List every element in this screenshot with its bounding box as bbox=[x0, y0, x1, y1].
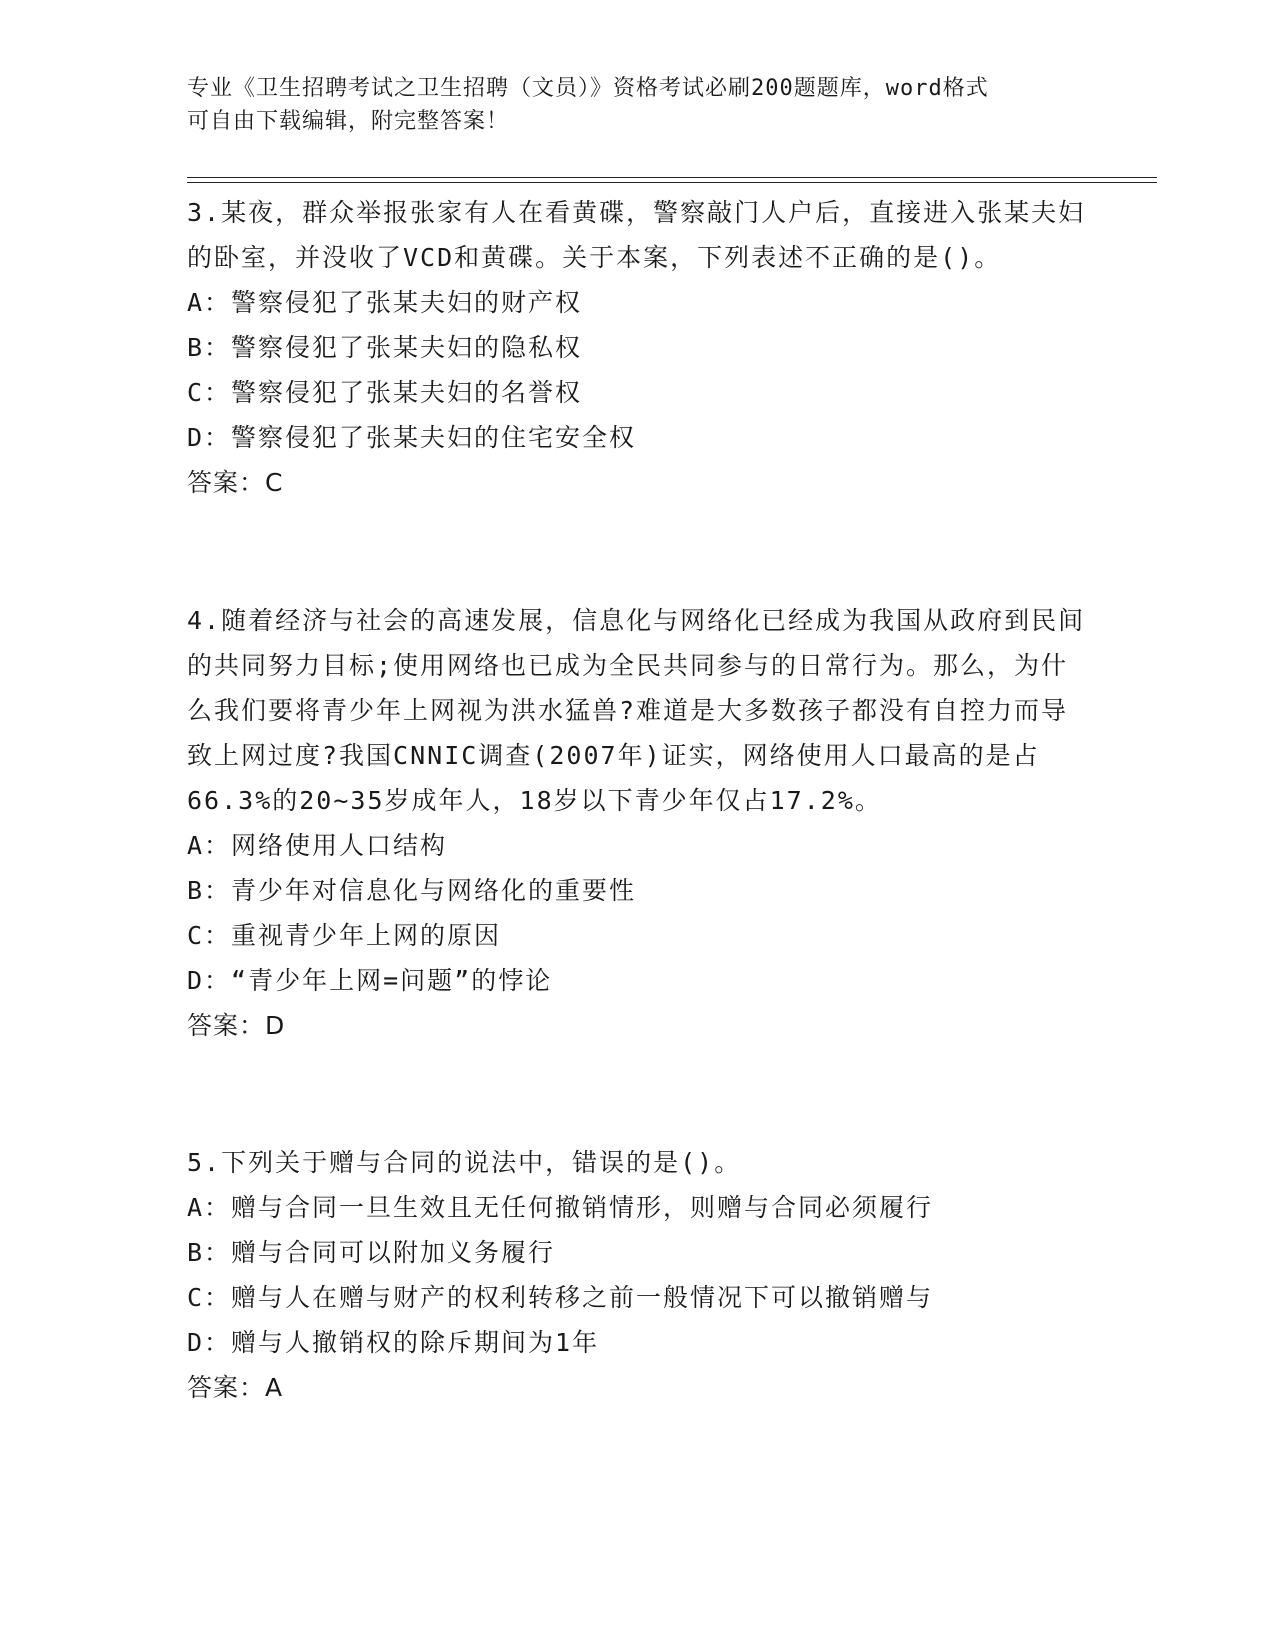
option-a: A：警察侵犯了张某夫妇的财产权 bbox=[187, 288, 583, 317]
question-stem: 3.某夜，群众举报张家有人在看黄碟，警察敲门人户后，直接进入张某夫妇的卧室，并没收了VCD和黄碟。关于本案，下列表述不正确的是()。 bbox=[187, 198, 1086, 272]
option-c: C：警察侵犯了张某夫妇的名誉权 bbox=[187, 378, 583, 407]
header-line-1: 专业《卫生招聘考试之卫生招聘（文员）》资格考试必刷200题题库，word格式 bbox=[187, 76, 989, 101]
option-d: D：警察侵犯了张某夫妇的住宅安全权 bbox=[187, 423, 637, 452]
option-d: D：“青少年上网=问题”的悖论 bbox=[187, 966, 553, 995]
question-block bbox=[187, 1140, 1087, 1410]
document-header bbox=[187, 72, 1067, 138]
question-stem: 5.下列关于赠与合同的说法中，错误的是()。 bbox=[187, 1148, 742, 1177]
option-b: B：赠与合同可以附加义务履行 bbox=[187, 1238, 556, 1267]
question-stem: 4.随着经济与社会的高速发展，信息化与网络化已经成为我国从政府到民间的共同努力目标;使用网络也已成为全民共同参与的日常行为。那么，为什么我们要将青少年上网视为洪水猛兽?难道是大多数孩子都没有自控力而导致上网过度?我国CNNIC调查(2007年)证实，网络使用人口最高的是占66.3%的20~35岁成年人，18岁以下青少年仅占17.2%。 bbox=[187, 606, 1086, 815]
answer-label: 答案：D bbox=[187, 1011, 286, 1040]
question-block bbox=[187, 598, 1087, 1048]
option-a: A：赠与合同一旦生效且无任何撤销情形，则赠与合同必须履行 bbox=[187, 1193, 934, 1222]
option-c: C：重视青少年上网的原因 bbox=[187, 921, 502, 950]
question-block bbox=[187, 190, 1087, 505]
option-c: C：赠与人在赠与财产的权利转移之前一般情况下可以撤销赠与 bbox=[187, 1283, 934, 1312]
header-line-2: 可自由下载编辑，附完整答案！ bbox=[187, 109, 510, 134]
option-d: D：赠与人撤销权的除斥期间为1年 bbox=[187, 1328, 600, 1357]
option-b: B：青少年对信息化与网络化的重要性 bbox=[187, 876, 637, 905]
option-a: A：网络使用人口结构 bbox=[187, 831, 448, 860]
answer-label: 答案：A bbox=[187, 1373, 284, 1402]
answer-label: 答案：C bbox=[187, 468, 284, 497]
option-b: B：警察侵犯了张某夫妇的隐私权 bbox=[187, 333, 583, 362]
header-divider bbox=[187, 177, 1157, 183]
